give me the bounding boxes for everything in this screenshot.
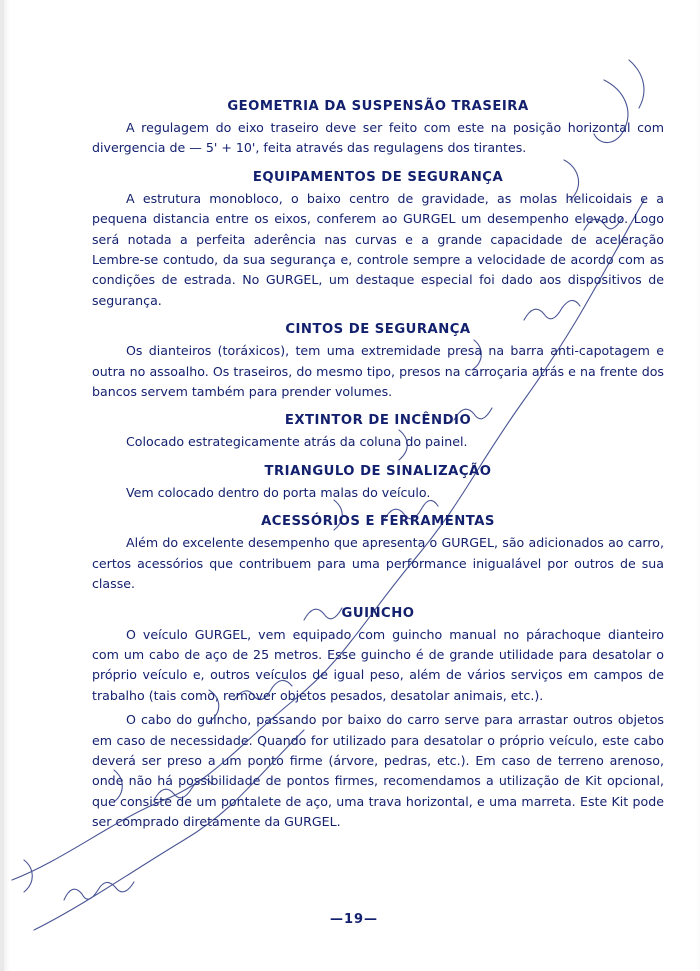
- section-paragraph: Colocado estrategicamente atrás da coluna do painel.: [126, 434, 468, 450]
- pen-scribble-marks: [4, 0, 700, 971]
- section-heading: EXTINTOR DE INCÊNDIO: [284, 413, 472, 429]
- section-heading: ACESSÓRIOS E FERRAMENTAS: [261, 514, 495, 530]
- section-paragraph: A estrutura monobloco, o baixo centro de gravidade, as molas helicoidais e a pequena distancia entre os eixos, conferem ao GURGEL um desempenho elevado. Logo será notada a perfeita aderência nas curvas e a grande capacidade de aceleração Lembre-se contudo, da sua segurança e, controle sempre a velocidade de acordo com as condições de estrada. No GURGEL, um destaque especial foi dado aos dispositivos de segurança.: [92, 190, 664, 308]
- section-heading: GEOMETRIA DA SUSPENSÃO TRASEIRA: [227, 99, 529, 114]
- page-number: —19—: [329, 912, 379, 927]
- section-paragraph: Além do excelente desempenho que apresenta o GURGEL, são adicionados ao carro, certos acessórios que contribuem para uma performance inigualável por outros de sua classe.: [92, 535, 664, 592]
- section-paragraph: A regulagem do eixo traseiro deve ser feito com este na posição horizontal com divergencia de — 5' + 10', feita através das regulagens dos tirantes.: [92, 120, 664, 156]
- section-paragraph: Vem colocado dentro do porta malas do veículo.: [126, 484, 431, 500]
- section-heading: CINTOS DE SEGURANÇA: [285, 322, 471, 338]
- section-paragraph: O veículo GURGEL, vem equipado com guincho manual no párachoque dianteiro com um cabo de aço de 25 metros. Esse guincho é de grande utilidade para desatolar o próprio veículo e, outros veículos de igual peso, além de vários serviços em campos de trabalho (tais como, remover objetos pesados, desatolar animais, etc.).: [92, 626, 664, 703]
- section-heading: TRIANGULO DE SINALIZAÇÃO: [264, 463, 492, 479]
- section-paragraph: O cabo do guincho, passando por baixo do carro serve para arrastar outros objetos em caso de necessidade. Quando for utilizado para desatolar o próprio veículo, este cabo deverá ser preso a um ponto firme (árvore, pedras, etc.). Em caso de terreno arenoso, onde não há possibilidade de pontos firmes, recomendamos a utilização de Kit opcional, que consiste de um pontalete de aço, uma trava horizontal, e uma marreta. Este Kit pode ser comprado diretamente da GURGEL.: [92, 712, 664, 830]
- section-paragraph: Os dianteiros (toráxicos), tem uma extremidade presa na barra anti-capotagem e outra no assoalho. Os traseiros, do mesmo tipo, presos na carroçaria atrás e na frente dos bancos servem também para prender volumes.: [92, 343, 664, 400]
- section-heading: EQUIPAMENTOS DE SEGURANÇA: [252, 169, 504, 185]
- section-heading: GUINCHO: [341, 605, 415, 621]
